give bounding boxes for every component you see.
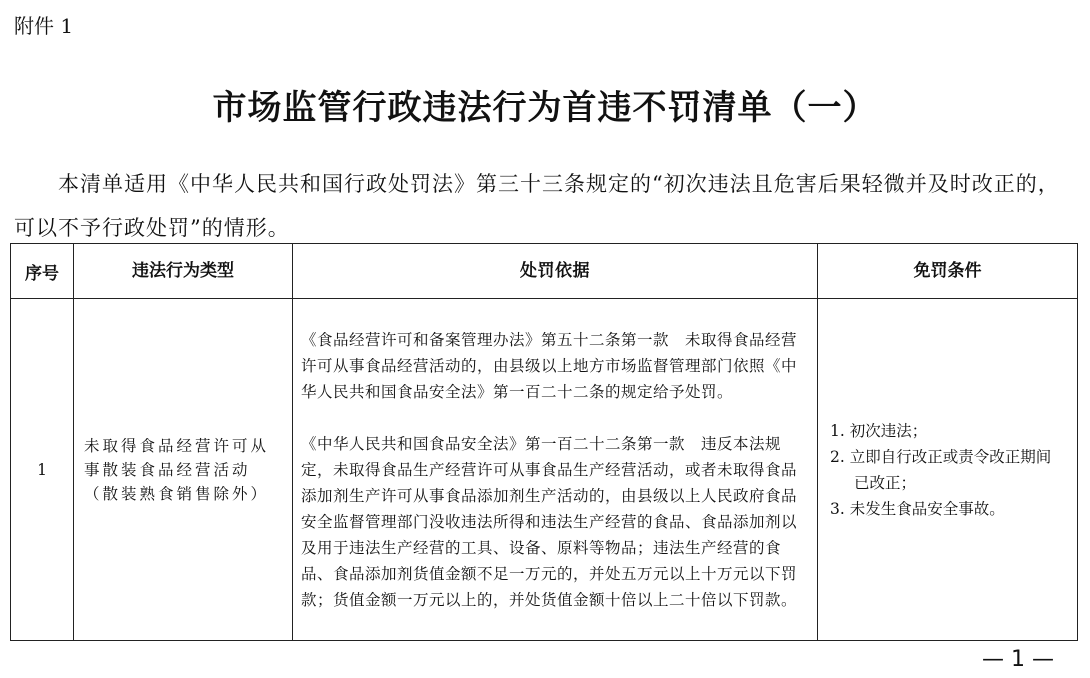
header-penalty-basis: 处罚依据 (293, 244, 818, 299)
condition-item: 1. 初次违法； (830, 421, 928, 440)
row-number: 1 (11, 299, 74, 641)
intro-paragraph: 本清单适用《中华人民共和国行政处罚法》第三十三条规定的“初次违法且危害后果轻微并及时改正的，可以不予行政处罚”的情形。 (14, 172, 1060, 240)
condition-item: 2. 立即自行改正或责令改正期间已改正； (830, 447, 1052, 492)
document-title: 市场监管行政违法行为首违不罚清单（一） (212, 88, 878, 128)
header-number: 序号 (11, 244, 74, 299)
basis-paragraph: 《中华人民共和国食品安全法》第一百二十二条第一款 违反本法规定，未取得食品生产经营许可从事食品生产经营活动，或者未取得食品添加剂生产许可从事食品添加剂生产活动的，由县级以上人民政府食品安全监督管理部门没收违法所得和违法生产经营的食品、食品添加剂以及用于违法生产经营的工具、设备、原料等物品；违法生产经营的食品、食品添加剂货值金额不足一万元的，并处五万元以上十万元以下罚款；货值金额一万元以上的，并处货值金额十倍以上二十倍以下罚款。 (301, 434, 798, 609)
conditions-list (830, 418, 1065, 522)
basis-paragraph: 《食品经营许可和备案管理办法》第五十二条第一款 未取得食品经营许可从事食品经营活动的，由县级以上地方市场监督管理部门依照《中华人民共和国食品安全法》第一百二十二条的规定给予处罚。 (301, 330, 798, 401)
condition-item: 3. 未发生食品安全事故。 (830, 499, 1005, 518)
header-violation-type: 违法行为类型 (74, 244, 293, 299)
table-row (11, 299, 1078, 641)
header-exemption-conditions: 免罚条件 (818, 244, 1078, 299)
exemption-conditions-cell (818, 299, 1078, 641)
penalty-basis-cell (293, 299, 818, 641)
exemption-table (10, 243, 1078, 641)
attachment-label: 附件 1 (14, 14, 74, 38)
table-header-row (11, 244, 1078, 299)
page-number: — 1 — (982, 647, 1054, 672)
violation-type-cell: 未取得食品经营许可从事散装食品经营活动（散装熟食销售除外） (74, 299, 293, 641)
